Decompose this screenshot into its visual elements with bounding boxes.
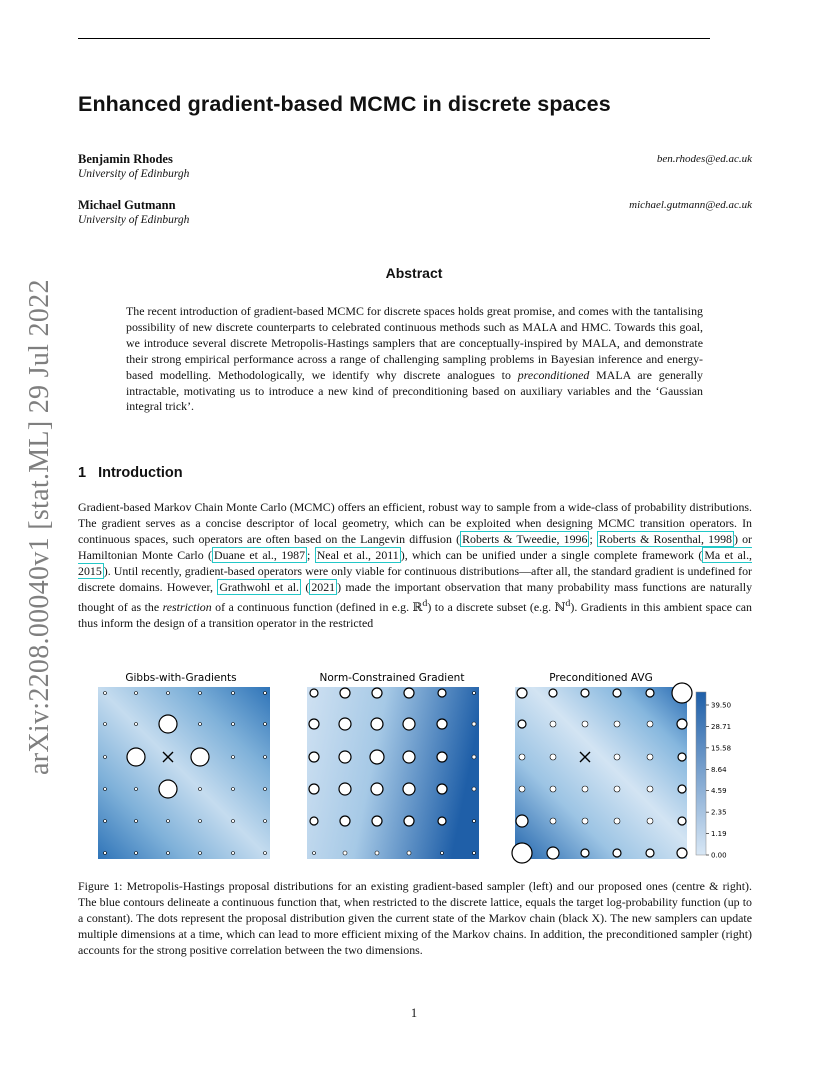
proposal-dot — [516, 815, 528, 827]
proposal-dot — [581, 849, 589, 857]
proposal-dot — [582, 786, 588, 792]
proposal-dot — [104, 852, 107, 855]
citation-link[interactable]: Ma et al., 2015 — [78, 548, 753, 579]
proposal-dot — [135, 852, 138, 855]
proposal-dot — [135, 723, 138, 726]
proposal-dot — [232, 723, 235, 726]
figure-caption: Figure 1: Metropolis-Hastings proposal distributions for an existing gradient-based sampler (left) and our proposed ones (centre & right). The blue contours delineate a continuous function that, when restricted to the discrete lattice, equals the target log-probability function (up to a constant). The dots represent the proposal distribution given the current state of the Markov chain (black X). The new samplers can update multiple dimensions at a time, which can lead to more efficient mixing of the Markov chains. In addition, the preconditioned sampler (right) accounts for the strong positive correlation between the two dimensions. — [78, 879, 752, 958]
proposal-dot — [437, 752, 447, 762]
proposal-dot — [550, 721, 556, 727]
proposal-dot — [264, 692, 267, 695]
proposal-dot — [167, 692, 170, 695]
proposal-dot — [310, 689, 318, 697]
proposal-dot — [104, 756, 107, 759]
figure-1 — [88, 669, 738, 869]
colorbar — [696, 692, 706, 855]
proposal-dot — [550, 786, 556, 792]
proposal-dot — [232, 852, 235, 855]
proposal-dot — [678, 785, 686, 793]
abstract-text: The recent introduction of gradient-based MCMC for discrete spaces holds great promise, and comes with the tantalising possibility of new discrete counterparts to celebrated continuous methods such as MALA and HMC. Towards this goal, we introduce several discrete Metropolis-Hastings samplers that are conceptually-inspired by MALA, and demonstrate their strong empirical performance across a range of challenging sampling problems in Bayesian inference and energy-based modelling. Methodologically, we identify why discrete analogues to preconditioned MALA are generally intractable, motivating us to introduce a new kind of preconditioning based on auxiliary variables and the ‘Gaussian integral trick’. — [126, 304, 703, 414]
proposal-dot — [403, 783, 415, 795]
proposal-dot — [199, 852, 202, 855]
citation-link[interactable]: Roberts & Rosenthal, 1998 — [598, 532, 732, 547]
proposal-dot — [407, 851, 411, 855]
proposal-dot — [232, 692, 235, 695]
proposal-dot — [199, 788, 202, 791]
proposal-dot — [199, 692, 202, 695]
proposal-dot — [614, 786, 620, 792]
proposal-dot — [473, 820, 476, 823]
colorbar-tick-label: 28.71 — [711, 722, 732, 731]
author-affiliation-1: University of Edinburgh — [78, 168, 190, 180]
proposal-dot — [167, 820, 170, 823]
panel-title-norm-constrained-gradient: Norm-Constrained Gradient — [319, 672, 465, 684]
proposal-dot — [371, 718, 383, 730]
proposal-dot — [191, 748, 209, 766]
arxiv-identifier[interactable]: arXiv:2208.00040v1 [stat.ML] 29 Jul 2022 — [24, 279, 55, 775]
panel-title-preconditioned-avg: Preconditioned AVG — [549, 672, 653, 684]
proposal-dot — [647, 721, 653, 727]
proposal-dot — [519, 754, 525, 760]
author-name-2: Michael Gutmann — [78, 198, 176, 212]
proposal-dot — [582, 818, 588, 824]
page-number: 1 — [410, 1006, 418, 1020]
author-name-1: Benjamin Rhodes — [78, 152, 173, 166]
proposal-dot — [678, 753, 686, 761]
author-email-1[interactable]: ben.rhodes@ed.ac.uk — [656, 153, 752, 165]
proposal-dot — [581, 689, 589, 697]
citation-link[interactable]: Duane et al., 1987 — [213, 548, 306, 563]
proposal-dot — [647, 754, 653, 760]
citation-link[interactable]: Grathwohl et al. — [219, 580, 300, 595]
proposal-dot — [472, 722, 476, 726]
proposal-dot — [519, 786, 525, 792]
proposal-dot — [340, 688, 350, 698]
proposal-dot — [512, 843, 532, 863]
proposal-dot — [309, 784, 319, 794]
proposal-dot — [104, 788, 107, 791]
proposal-dot — [646, 849, 654, 857]
abstract-heading: Abstract — [385, 265, 443, 281]
panel-heatmap-gibbs-with-gradients — [98, 687, 270, 859]
colorbar-ticks — [706, 702, 731, 860]
proposal-dot — [614, 818, 620, 824]
proposal-dot — [104, 723, 107, 726]
proposal-dot — [232, 788, 235, 791]
citation-link[interactable]: Roberts & Tweedie, 1996 — [462, 532, 588, 547]
proposal-dot — [127, 748, 145, 766]
section-heading-introduction: 1 Introduction — [78, 465, 183, 481]
introduction-paragraph: Gradient-based Markov Chain Monte Carlo (MCMC) offers an efficient, robust way to sample from a wide-class of probability distributions. The gradient serves as a concise descriptor of local geometry, which can be exploited when designing MCMC transition operators. In continuous spaces, such operators are often based on the Langevin diffusion ( Roberts & Tweedie, 1996 ; Roberts & Rosenthal, 1998 ) or Hamiltonian Monte Carlo ( Duane et al., 1987 ; Neal et al., 2011 ), which can be unified under a single complete framework ( Ma et al., 2015 ). Until recently, gradient-based operators were only viable for continuous distributions—after all, the standard gradient is undefined for discrete domains. However, Grathwohl et al. ( 2021 ) made the important observation that many probability mass functions are naturally thought of as the restriction of a continuous function (defined in e.g. ℝ$^d$) to a discrete subset (e.g. ℕ$^d$). Gradients in this ambient space can thus inform the design of a transition operator in the restricted — [78, 500, 753, 630]
proposal-dot — [343, 851, 347, 855]
proposal-dot — [232, 756, 235, 759]
proposal-dot — [518, 720, 526, 728]
proposal-dot — [441, 852, 444, 855]
panel-title-gibbs-with-gradients: Gibbs-with-Gradients — [125, 672, 237, 684]
proposal-dot — [404, 688, 414, 698]
proposal-dot — [473, 692, 476, 695]
proposal-dot — [135, 692, 138, 695]
proposal-dot — [582, 721, 588, 727]
proposal-dot — [403, 718, 415, 730]
proposal-dot — [309, 719, 319, 729]
colorbar-tick-label: 0.00 — [711, 851, 727, 860]
proposal-dot — [403, 751, 415, 763]
proposal-dot — [264, 852, 267, 855]
proposal-dot — [647, 786, 653, 792]
proposal-dot — [159, 715, 177, 733]
proposal-dot — [437, 719, 447, 729]
proposal-dot — [264, 820, 267, 823]
colorbar-tick-label: 8.64 — [711, 765, 727, 774]
citation-link[interactable]: Neal et al., 2011 — [316, 548, 399, 563]
proposal-dot — [309, 752, 319, 762]
panel-heatmap-norm-constrained-gradient — [307, 687, 479, 859]
proposal-dot — [370, 750, 384, 764]
proposal-dot — [672, 683, 692, 703]
proposal-dot — [613, 689, 621, 697]
proposal-dot — [375, 851, 379, 855]
proposal-dot — [438, 689, 446, 697]
proposal-dot — [104, 692, 107, 695]
panel-heatmap-preconditioned-avg — [515, 687, 687, 859]
proposal-dot — [614, 721, 620, 727]
proposal-dot — [549, 689, 557, 697]
proposal-dot — [438, 817, 446, 825]
author-email-2[interactable]: michael.gutmann@ed.ac.uk — [629, 199, 752, 211]
paper-title: Enhanced gradient-based MCMC in discrete spaces — [78, 92, 611, 116]
colorbar-tick-label: 1.19 — [711, 830, 727, 839]
proposal-dot — [404, 816, 414, 826]
colorbar-tick-label: 2.35 — [711, 808, 727, 817]
proposal-dot — [473, 852, 476, 855]
citation-link[interactable]: 2021 — [311, 580, 336, 595]
proposal-dot — [199, 820, 202, 823]
proposal-dot — [167, 852, 170, 855]
colorbar-tick-label: 15.58 — [711, 744, 732, 753]
proposal-dot — [104, 820, 107, 823]
proposal-dot — [339, 718, 351, 730]
proposal-dot — [371, 783, 383, 795]
proposal-dot — [313, 852, 316, 855]
proposal-dot — [264, 788, 267, 791]
author-affiliation-2: University of Edinburgh — [78, 214, 190, 226]
proposal-dot — [550, 754, 556, 760]
proposal-dot — [135, 820, 138, 823]
proposal-dot — [614, 754, 620, 760]
proposal-dot — [339, 783, 351, 795]
proposal-dot — [646, 689, 654, 697]
figure-1-plots — [88, 669, 738, 869]
proposal-dot — [264, 723, 267, 726]
proposal-dot — [372, 688, 382, 698]
top-rule — [78, 38, 710, 39]
colorbar-tick-label: 39.50 — [711, 701, 732, 710]
proposal-dot — [647, 818, 653, 824]
colorbar-tick-label: 4.59 — [711, 787, 727, 796]
proposal-dot — [232, 820, 235, 823]
proposal-dot — [340, 816, 350, 826]
proposal-dot — [517, 688, 527, 698]
proposal-dot — [472, 787, 476, 791]
proposal-dot — [677, 848, 687, 858]
proposal-dot — [677, 719, 687, 729]
proposal-dot — [613, 849, 621, 857]
proposal-dot — [437, 784, 447, 794]
proposal-dot — [135, 788, 138, 791]
proposal-dot — [264, 756, 267, 759]
proposal-dot — [372, 816, 382, 826]
proposal-dot — [472, 755, 476, 759]
proposal-dot — [199, 723, 202, 726]
proposal-dot — [678, 817, 686, 825]
proposal-dot — [550, 818, 556, 824]
proposal-dot — [339, 751, 351, 763]
proposal-dot — [547, 847, 559, 859]
proposal-dot — [310, 817, 318, 825]
proposal-dot — [159, 780, 177, 798]
